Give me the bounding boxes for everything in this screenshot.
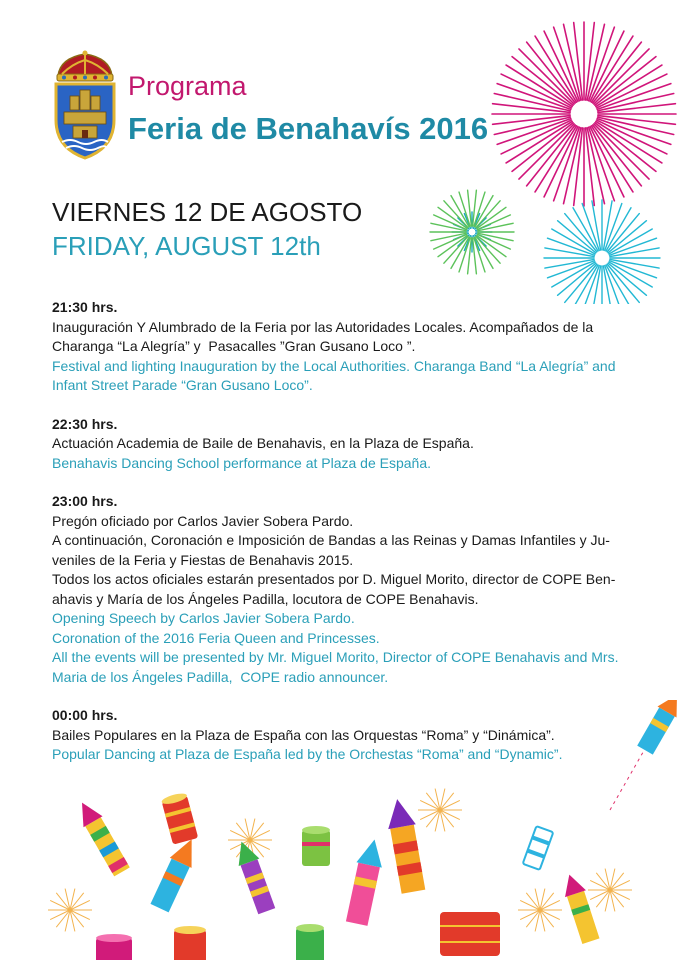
event-description-en: Popular Dancing at Plaza de España led by the Orchestas “Roma” and “Dynamic”. xyxy=(52,746,563,762)
event-description-en: Opening Speech by Carlos Javier Sobera Pardo. xyxy=(52,610,355,626)
firecrackers-icon xyxy=(0,700,686,960)
event-description-en: Coronation of the 2016 Feria Queen and Princesses. xyxy=(52,629,380,646)
event-time: 22:30 hrs. xyxy=(52,415,118,432)
event-description-es: A continuación, Coronación e Imposición de Bandas a las Reinas y Damas Infantiles y Ju- xyxy=(52,532,610,548)
event-description-es: Bailes Populares en la Plaza de España con las Orquestas “Roma” y “Dinámica”. xyxy=(52,726,555,743)
event-time: 00:00 hrs. xyxy=(52,707,118,723)
event-description-es: Todos los actos oficiales estarán presentados por D. Miguel Morito, director de COPE Ben- xyxy=(52,571,616,587)
event-2130 xyxy=(52,298,652,396)
event-description-es: Inauguración Y Alumbrado de la Feria por las Autoridades Locales. Acompañados de la xyxy=(52,318,594,335)
event-description-en: Infant Street Parade “Gran Gusano Loco”. xyxy=(52,377,313,393)
page-title: Feria de Benahavís 2016 xyxy=(128,111,489,146)
day-heading-spanish: VIERNES 12 DE AGOSTO xyxy=(52,197,363,227)
event-2300 xyxy=(52,492,652,687)
day-heading-english: FRIDAY, AUGUST 12th xyxy=(52,231,321,261)
event-description-en: All the events will be presented by Mr. Miguel Morito, Director of COPE Benahavis and Mrs. xyxy=(52,649,619,665)
event-description-es: Actuación Academia de Baile de Benahavis, en la Plaza de España. xyxy=(52,435,474,451)
event-description-en: Maria de los Ángeles Padilla, COPE radio announcer. xyxy=(52,668,389,685)
event-description-es: ahavis y María de los Ángeles Padilla, locutora de COPE Benahavis. xyxy=(52,590,479,607)
event-description-es: veniles de la Feria y Fiestas de Benahavis 2015. xyxy=(52,551,354,568)
fireworks-icon xyxy=(412,14,686,304)
program-label: Programa xyxy=(128,71,247,101)
event-description-es: Pregón oficiado por Carlos Javier Sobera Pardo. xyxy=(52,512,354,529)
event-description-en: Benahavis Dancing School performance at Plaza de España. xyxy=(52,454,432,471)
event-time: 21:30 hrs. xyxy=(52,299,118,315)
coat-of-arms-icon xyxy=(52,50,118,162)
event-2230 xyxy=(52,415,652,474)
event-time: 23:00 hrs. xyxy=(52,493,118,509)
event-description-es: Charanga “La Alegría” y Pasacalles ”Gran Gusano Loco ”. xyxy=(52,338,416,354)
event-description-en: Festival and lighting Inauguration by the Local Authorities. Charanga Band “La Alegría” and xyxy=(52,357,616,374)
